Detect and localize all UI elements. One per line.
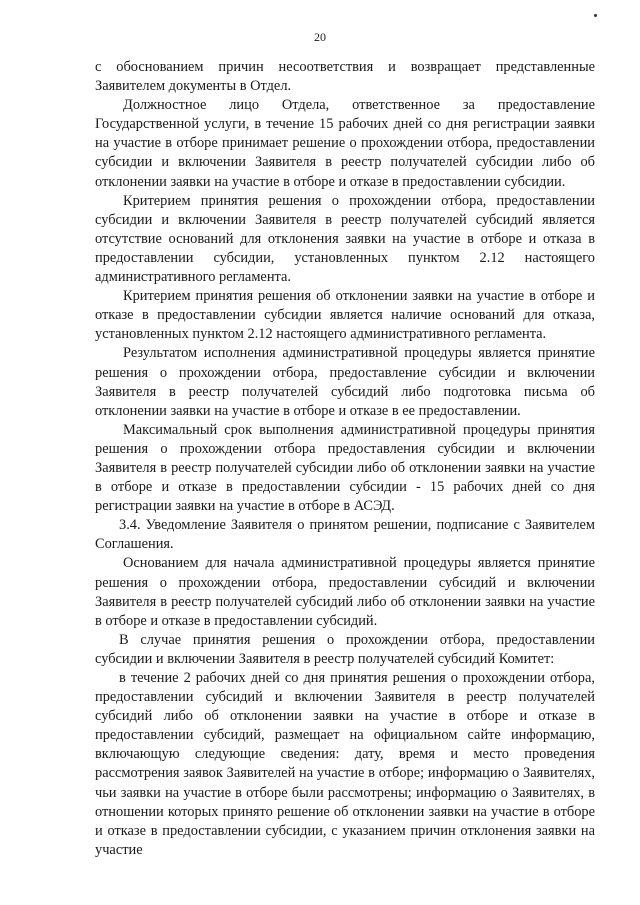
paragraph-5: Результатом исполнения административной процедуры является принятие решения о прохождении отбора, предоставление субсидии и включении Заявителя в реестр получателей субсидий либо подготовка письма об отклонении заявки на участие в отборе и отказе в ее предоставлении.	[95, 345, 595, 419]
paragraph-6: Максимальный срок выполнения административной процедуры принятия решения о прохождении отбора предоставления субсидии и включении Заявителя в реестр получателей субсидии либо об отклонении заявки на участие в отборе и отказе в предоставлении субсидии - 15 рабочих дней со дня регистрации заявки на участие в отборе в АСЭД.	[95, 421, 595, 515]
paragraph-7: Основанием для начала административной процедуры является принятие решения о прохождении отбора, предоставлении субсидий и включении Заявителя в реестр получателей субсидий либо об отклонении заявки на участие в отборе и отказе в предоставлении субсидий.	[95, 555, 595, 629]
scan-dot	[594, 14, 597, 17]
paragraph-2: Должностное лицо Отдела, ответственное за предоставление Государственной услуги, в течение 15 рабочих дней со дня регистрации заявки на участие в отборе принимает решение о прохождении отбора, предоставлении субсидии и включении Заявителя в реестр получателей субсидии либо об отклонении заявки на участие в отборе и отказе в предоставлении субсидии.	[95, 97, 595, 190]
paragraph-3: Критерием принятия решения о прохождении отбора, предоставлении субсидии и включении Заявителя в реестр получателей субсидий является отсутствие оснований для отклонения заявки на участие в отборе и отказа в предоставлении субсидии, установленных пунктом 2.12 настоящего административного регламента.	[95, 192, 595, 286]
page-number: 20	[314, 30, 326, 44]
paragraph-9: в течение 2 рабочих дней со дня принятия решения о прохождении отбора, предоставлении субсидий и включении Заявителя в реестр получателей субсидий либо об отклонении заявки на участие в отборе и отказе в предоставлении субсидий, размещает на официальном сайте информацию, включающую следующие сведения: дату, время и место проведения рассмотрения заявок Заявителей на участие в отборе; информацию о Заявителях, чьи заявки на участие в отборе были рассмотрены; информацию о Заявителях, в отношении которых принято решение об отклонении заявки на участие в отборе и отказе в предоставлении субсидии, с указанием причин отклонения заявки на участие	[95, 670, 595, 858]
paragraph-8: В случае принятия решения о прохождении отбора, предоставлении субсидии и включении Заявителя в реестр получателей субсидий Комитет:	[95, 631, 595, 667]
section-heading-3-4: 3.4. Уведомление Заявителя о принятом решении, подписание с Заявителем Соглашения.	[95, 517, 595, 553]
document-body	[95, 58, 595, 860]
paragraph-4: Критерием принятия решения об отклонении заявки на участие в отборе и отказе в предоставлении субсидии является наличие оснований для отказа, установленных пунктом 2.12 настоящего административного регламента.	[95, 288, 595, 343]
paragraph-1: с обоснованием причин несоответствия и возвращает представленные Заявителем документы в Отдел.	[95, 59, 595, 95]
